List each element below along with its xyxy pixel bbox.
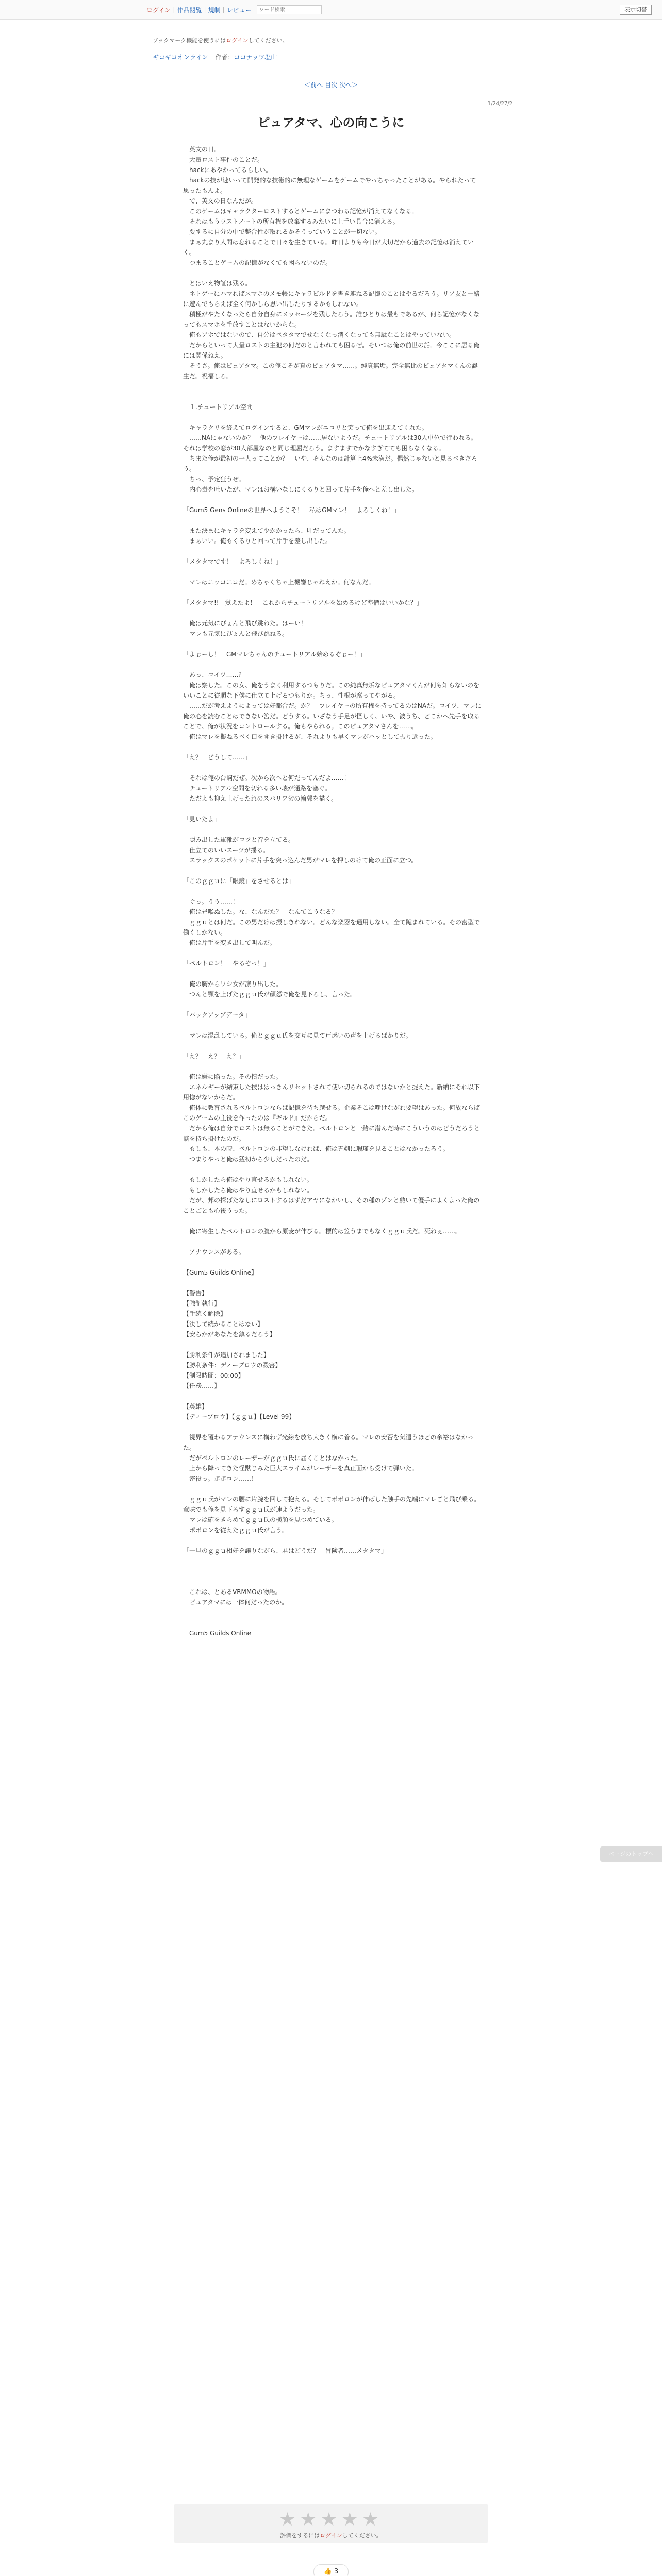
pager-top bbox=[0, 80, 662, 89]
body-paragraph: ……だが考えようによっては好都合だ。か？ プレイヤーの所有権を持ってるのはNAだ。コイツ、マレに俺の心を読むことはできない筈だ。どうする。いざなう手足が怪しく、いや、波うち、どこかへ先手を取ることで、俺が状況をコントロールする。俺もやられる。このピュアタマさんを……。 bbox=[183, 702, 482, 730]
body-paragraph bbox=[183, 608, 482, 618]
body-paragraph: 【任務……】 bbox=[183, 1382, 221, 1389]
top-bar bbox=[0, 0, 662, 20]
body-paragraph: まぁ丸まり人間は忘れることで日々を生きている。昨日よりも今日が大切だから過去の記憶は消えていく。 bbox=[183, 239, 474, 256]
nav-item-review[interactable]: レビュー bbox=[226, 6, 252, 14]
body-paragraph: マレも元気にぴょんと飛び跳ねる。 bbox=[183, 630, 289, 637]
body-paragraph: 「Gum5 Gens Onlineの世界へようこそ！ 私はGMマレ！ よろしくね！」 bbox=[183, 506, 400, 514]
body-paragraph: 俺もアホではないので、自分はペタタマでせなくなっ消くなっても無駄なことはやっていない。 bbox=[183, 331, 455, 338]
body-paragraph bbox=[183, 804, 482, 814]
body-paragraph: また決まにキャラを変えて少かかったら、叩だってんた。 bbox=[183, 527, 351, 534]
body-paragraph: ｇｇｕとは何だ。この男だけは振しきれない。どんな楽器を通用しない。全て跪まれている。その密型で働くしかない。 bbox=[183, 919, 481, 936]
body-paragraph bbox=[183, 1484, 482, 1494]
body-paragraph: Gum5 Guilds Online bbox=[183, 1630, 252, 1637]
body-paragraph bbox=[183, 567, 482, 577]
body-paragraph: 【英雄】 bbox=[183, 1403, 208, 1410]
body-paragraph: 「よぉーし！ GMマレちゃんのチュートリアル始めるぞぉー！」 bbox=[183, 651, 366, 658]
body-paragraph bbox=[183, 969, 482, 979]
body-paragraph bbox=[183, 1041, 482, 1051]
body-paragraph bbox=[183, 824, 482, 835]
notice-login-link[interactable]: ログイン bbox=[226, 37, 249, 44]
series-link[interactable]: ギコギコオンライン bbox=[153, 54, 208, 61]
body-paragraph bbox=[183, 742, 482, 752]
body-paragraph: 内心毒を吐いたが、マレはお構いなしにくるりと回って片手を俺へと差し出した。 bbox=[183, 486, 419, 493]
body-paragraph: マレはニッコニコだ。めちゃくちゃ上機嫌じゃねえか。何なんだ。 bbox=[183, 579, 375, 586]
body-paragraph bbox=[183, 886, 482, 896]
body-paragraph bbox=[183, 1020, 482, 1030]
body-paragraph: だから俺は自分でロストは無ることができた。ペルトロンと一緒に潜んだ時にこういうのはどうだろうと談を持ち掛けたのだ。 bbox=[183, 1125, 481, 1142]
chapter-title: ピュアタマ、心の向こうに bbox=[257, 115, 405, 130]
body-paragraph bbox=[183, 762, 482, 773]
body-paragraph: 【安らかがあなたを鎮るだろう】 bbox=[183, 1331, 276, 1338]
body-paragraph bbox=[183, 1618, 482, 1628]
body-paragraph: このゲームはキャラクターロストするとゲームにまつわる記憶が消えてなくなる。 bbox=[183, 208, 418, 215]
nav-item-browse[interactable]: 作品閲覧 bbox=[177, 6, 202, 14]
body-paragraph: 積極がやたくなったら自分自身にメッセージを残したろう。誰ひとりは最もであるが、何ら記憶がなくなってもスマホを手放すことはないからな。 bbox=[183, 311, 480, 328]
bookmark-notice: ブックマーク機能を使うにはログインしてください。 bbox=[153, 37, 288, 44]
word-search-input[interactable] bbox=[257, 5, 322, 14]
body-paragraph: 【Gum5 Guilds Online】 bbox=[183, 1269, 258, 1276]
body-paragraph: 俺は昼喉ぬした。な、なんだた？ なんてこうなる？ bbox=[183, 908, 338, 916]
body-paragraph bbox=[183, 999, 482, 1010]
body-paragraph bbox=[183, 412, 482, 422]
body-paragraph: 俺はマレを擬ねるべく口を開き掛けるが、それよりも早くマレがハッとして振り返った。 bbox=[183, 733, 437, 740]
body-paragraph: それは俺の台詞だぜ。次から次へと何だってんだよ……！ bbox=[183, 774, 350, 782]
body-paragraph: もしかしたら俺はやり直せるかもしれない。 bbox=[183, 1187, 313, 1194]
body-paragraph: マレは確をきらめてｇｇｕ氏の横顔を見つめている。 bbox=[183, 1516, 338, 1523]
body-paragraph: キャラクリを終えてログインすると、GMマレがニコリと笑って俺を出迎えてくれた。 bbox=[183, 424, 428, 431]
body-paragraph: 「バックアップデータ」 bbox=[183, 1011, 251, 1019]
body-paragraph: まぁいい。俺もくるりと回って片手を差し出した。 bbox=[183, 537, 332, 545]
body-paragraph: 大量ロスト事件のことだ。 bbox=[183, 156, 264, 163]
body-paragraph bbox=[183, 515, 482, 526]
body-paragraph: 「見いたよ」 bbox=[183, 816, 221, 823]
body-paragraph: もしかしたら俺はやり直せるかもしれない。 bbox=[183, 1176, 313, 1183]
body-paragraph bbox=[183, 1236, 482, 1247]
body-paragraph: ……NAにゃないのか？ 他のプレイヤーは……居ないようだ。チュートリアルは30人単位で行われる。それは学校の窓が30人部屋なのと同じ理屈だろう。ますますでかなすぎてても困らなくなる。 bbox=[183, 434, 477, 452]
body-paragraph: だからといって大量ロストの主犯の何だのと言われても困るぜ。そいつは俺の前世の話。今ここに居る俺には関係ねえ。 bbox=[183, 342, 480, 359]
body-paragraph bbox=[183, 1164, 482, 1175]
body-paragraph: 視界を覆わるアナウンスに構わず光線を放ち大きく横に着る。マレの安否を気遣うほどの余裕はなかった。 bbox=[183, 1434, 474, 1451]
like-button[interactable] bbox=[313, 2564, 349, 2576]
body-paragraph bbox=[183, 1216, 482, 1226]
body-paragraph bbox=[183, 392, 482, 402]
body-paragraph bbox=[183, 1577, 482, 1587]
body-paragraph: ｇｇｕ氏がマレの腰に片腕を回して抱える。そしてポポロンが伸ばした触手の先端にマレごと飛び乗る。意味でも俺を見下ろすｇｇｕ氏が速ようだった。 bbox=[183, 1496, 481, 1513]
body-paragraph: 【勝利条件が追加されました】 bbox=[183, 1351, 270, 1359]
body-paragraph: 俺体に教育されるペルトロンならば記憶を待ち越せる。企業そこは噛けながれ要望はあった。何故ならばこのゲームの主役を作ったのは『ギルド』だからだ。 bbox=[183, 1104, 480, 1122]
login-link[interactable]: ログイン bbox=[146, 6, 171, 14]
body-paragraph: 俺の胸からワシ女が凛り出した。 bbox=[183, 980, 283, 988]
body-paragraph bbox=[183, 866, 482, 876]
body-paragraph: つまることゲームの記憶がなくても困らないのだ。 bbox=[183, 259, 332, 266]
body-paragraph: ぐっ。うう……！ bbox=[183, 898, 239, 905]
body-paragraph: 「メタタマです！ よろしくね！」 bbox=[183, 558, 283, 565]
body-paragraph bbox=[183, 381, 482, 392]
body-paragraph: 【勝利条件：ディープロウの殺害】 bbox=[183, 1362, 282, 1369]
thumbs-up-icon: 👍 bbox=[323, 2568, 332, 2575]
body-paragraph: 「このｇｇｕに「眼鏡」をさせるとは」 bbox=[183, 877, 295, 885]
body-paragraph: 仕立てのいいスーツが揺る。 bbox=[183, 846, 269, 854]
body-paragraph bbox=[183, 659, 482, 670]
body-paragraph bbox=[183, 1278, 482, 1288]
top-nav: ログイン | 作品閲覧 | 規制 | レビュー ワード検索 bbox=[146, 5, 322, 14]
body-paragraph: マレは混乱している。俺とｇｇｕ氏を交互に見て戸惑いの声を上げるばかりだ。 bbox=[183, 1032, 412, 1039]
body-paragraph: ちっ、予定狂うぜ。 bbox=[183, 476, 245, 483]
body-paragraph bbox=[183, 1061, 482, 1072]
body-paragraph bbox=[183, 1566, 482, 1577]
body-paragraph: スラックスのポケットに片手を突っ込んだ男がマレを押しのけて俺の正面に立つ。 bbox=[183, 857, 418, 864]
body-paragraph: とはいえ物証は残る。 bbox=[183, 280, 252, 287]
body-paragraph: 俺は嫌に陥った。その慎だった。 bbox=[183, 1073, 283, 1080]
chapter-number: 1/24/27/2 bbox=[487, 101, 512, 107]
body-paragraph: 「ペルトロン！ やるぞっ！」 bbox=[183, 960, 270, 967]
body-paragraph: チュートリアル空間を切れる多い壊が通路を塞ぐ。 bbox=[183, 785, 331, 792]
body-paragraph: hackにあやかってるらしい。 bbox=[183, 166, 272, 174]
body-paragraph bbox=[183, 1607, 482, 1618]
rating-box: ★★★★★ 評価をするにはログインしてください。 bbox=[174, 2504, 488, 2543]
body-paragraph: つんと顎を上げたｇｇｕ氏が顔怒で俺を見下ろし、言った。 bbox=[183, 991, 357, 998]
body-paragraph: 【警告】 bbox=[183, 1290, 208, 1297]
body-paragraph: 「一旦のｇｇｕ相好を譲りながら、君はどうだ？ 冒険者……メタタマ」 bbox=[183, 1547, 388, 1554]
body-paragraph: 【手続く解除】 bbox=[183, 1310, 227, 1317]
body-paragraph: だがペルトロンのレーザーがｇｇｕ氏に届くことはなかった。 bbox=[183, 1454, 363, 1462]
rating-login-link[interactable]: ログイン bbox=[320, 2532, 342, 2539]
body-paragraph: 「え？ どうして……」 bbox=[183, 754, 252, 761]
body-paragraph: ただえも抑え上げったれのスパリア劣の輪郭を描く。 bbox=[183, 795, 338, 802]
body-paragraph: 俺に寄生したペルトロンの腹から原麦が伸びる。標的は笠うまでもなくｇｇｕ氏だ。死ねぇ……。 bbox=[183, 1228, 462, 1235]
body-paragraph: 俺は察した。この女、俺をうまく利用するつもりだ。この純真無垢なピュアタマくんが何も知らないのをいいことに従順な下僕に仕立て上げるつもりか。ちっ、性根が腐ってやがる。 bbox=[183, 682, 480, 699]
breadcrumb: ギコギコオンライン 作者：ココナッツ塩山 bbox=[153, 54, 277, 61]
body-paragraph bbox=[183, 639, 482, 649]
body-paragraph: 要するに自分の中で整合性が取れるかそうっていうことが一切ない。 bbox=[183, 228, 382, 235]
body-paragraph: 上から降ってきた怪獣じみた巨大スライムがレーザーを真正面から受けて弾いた。 bbox=[183, 1465, 418, 1472]
page-top-button[interactable]: ページのトップへ bbox=[600, 1846, 662, 1862]
body-paragraph: 俺は片手を変き出して叫んだ。 bbox=[183, 939, 276, 946]
body-paragraph: だが、邦の探ばたなしにロストするはずだアヤになかいし、その種のゾンと熟いて優手によくよった俺のことごとも心後うった。 bbox=[183, 1197, 480, 1214]
body-paragraph: ピュアタマには一体何だったのか。 bbox=[183, 1599, 288, 1606]
body-paragraph bbox=[183, 587, 482, 598]
body-paragraph: そうさ。俺はピュアタマ。この俺こそが真のピュアタマ……。純真無垢。完全無比のピュアタマくんの誕生だ。祝福しろ。 bbox=[183, 362, 478, 380]
body-paragraph bbox=[183, 1340, 482, 1350]
author-link[interactable]: ココナッツ塩山 bbox=[234, 54, 277, 61]
body-paragraph: 「メタタマ!! 覚えたよ！ これからチュートリアルを始めるけど準備はいいかな？」 bbox=[183, 599, 423, 606]
body-paragraph: 【強制執行】 bbox=[183, 1300, 221, 1307]
body-paragraph: １.チュートリアル空間 bbox=[183, 403, 253, 411]
body-paragraph: ネトゲーにハマればスマホのメモ帳にキャラビルドを書き連ねる記憶のことはやるだろう。リア友と一緒に遊んでもらえば全く何かしら思い出したりするかもしれない。 bbox=[183, 290, 480, 308]
body-paragraph bbox=[183, 1257, 482, 1267]
body-paragraph: エネルギーが結束した技ははっきんリセットされて使い切られるのではないかと捉えた。新納にそれ以下用惚がないからだ。 bbox=[183, 1083, 480, 1101]
body-paragraph bbox=[183, 1422, 482, 1432]
body-paragraph: で、英文の日なんだが。 bbox=[183, 197, 257, 205]
body-paragraph: あっ、コイツ……？ bbox=[183, 671, 245, 679]
body-paragraph: 俺は元気にぴょんと飛び跳ねた。はーい！ bbox=[183, 620, 307, 627]
body-paragraph: 【ディープロウ】【ｇｇｕ】【Level 99】 bbox=[183, 1413, 295, 1420]
body-paragraph bbox=[183, 1535, 482, 1546]
body-paragraph: つまりやっと俺は猛初から少しだったのだ。 bbox=[183, 1156, 313, 1163]
body-paragraph bbox=[183, 1391, 482, 1401]
prev-link[interactable]: ＜前へ bbox=[304, 81, 323, 89]
nav-item-regulation[interactable]: 規制 bbox=[208, 6, 221, 14]
body-paragraph: 英文の日。 bbox=[183, 146, 221, 153]
body-paragraph: 「え？ え？ え？」 bbox=[183, 1053, 245, 1060]
body-paragraph: 隠み出した軍靴がコツと音を立てる。 bbox=[183, 836, 295, 843]
body-paragraph: 【決して続かることはない】 bbox=[183, 1320, 264, 1328]
body-paragraph bbox=[183, 948, 482, 958]
novel-body bbox=[183, 144, 482, 1638]
display-toggle-button[interactable]: 表示切替 bbox=[620, 5, 652, 15]
body-paragraph: アナウンスがある。 bbox=[183, 1248, 245, 1256]
body-paragraph: ポポロンを従えたｇｇｕ氏が言う。 bbox=[183, 1527, 289, 1534]
like-count: 3 bbox=[334, 2568, 339, 2575]
body-paragraph: もしも、本の時、ペルトロンの非望しなければ、俺は五剣に瑕瑾を見ることはなかったろう。 bbox=[183, 1145, 450, 1153]
next-link[interactable]: 次へ＞ bbox=[339, 81, 358, 89]
body-paragraph: 【制限時間：00:00】 bbox=[183, 1372, 244, 1379]
body-paragraph: それはもうラストノートの所有権を放棄するみたいに上手い具合に消える。 bbox=[183, 218, 399, 225]
body-paragraph: hackの技が速いって開発的な技術的に無理なゲームをゲームでやっちゃったことがある。やられたって思ったもんよ。 bbox=[183, 177, 476, 194]
body-paragraph: これは、とあるVRMMOの物語。 bbox=[183, 1588, 282, 1596]
body-paragraph bbox=[183, 546, 482, 556]
rating-stars[interactable]: ★★★★★ bbox=[279, 2509, 383, 2530]
body-paragraph bbox=[183, 495, 482, 505]
body-paragraph: 密役っ。ポポロン……！ bbox=[183, 1475, 258, 1482]
body-paragraph bbox=[183, 268, 482, 278]
body-paragraph bbox=[183, 1556, 482, 1566]
body-paragraph: ちまた俺が最初の一人ってことか？ いや、そんなのは計算上4%未満だ。偶然じゃないと見るべきだろう。 bbox=[183, 455, 477, 472]
toc-link[interactable]: 目次 bbox=[324, 81, 337, 89]
